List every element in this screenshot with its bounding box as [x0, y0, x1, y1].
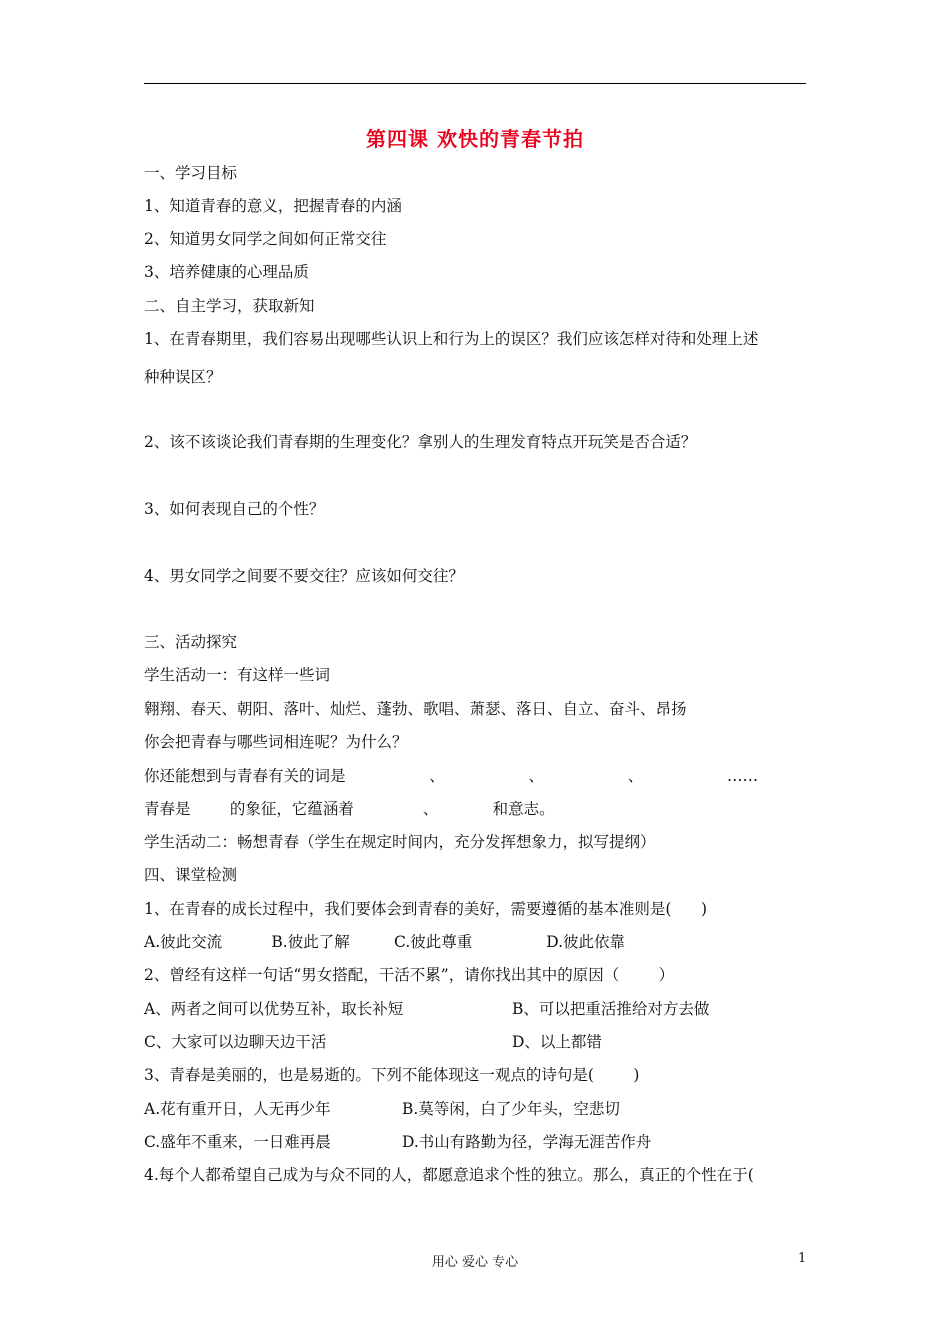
fill-blank-line: 青春是 的象征，它蕴涵着 、 和意志。 — [144, 800, 555, 818]
answer-options: A.彼此交流 B.彼此了解 C.彼此尊重 D.彼此依靠 — [144, 933, 625, 951]
question-text: 种种误区？ — [144, 368, 222, 386]
answer-option: A.花有重开日，人无再少年 — [144, 1100, 331, 1118]
question-text: 1、在青春的成长过程中，我们要体会到青春的美好，需要遵循的基本准则是( ) — [144, 900, 708, 918]
word-list: 翱翔、春天、朝阳、落叶、灿烂、蓬勃、歌唱、萧瑟、落日、自立、奋斗、昂扬 — [144, 700, 687, 718]
question-text: 1、在青春期里，我们容易出现哪些认识上和行为上的误区？我们应该怎样对待和处理上述 — [144, 330, 759, 348]
section-heading: 二、自主学习，获取新知 — [144, 297, 315, 315]
answer-option: D.书山有路勤为径，学海无涯苦作舟 — [402, 1133, 652, 1151]
answer-option: B、可以把重活推给对方去做 — [512, 1000, 710, 1018]
fill-blank-line: 你还能想到与青春有关的词是 、 、 、 …… — [144, 767, 759, 785]
goal-item: 3、培养健康的心理品质 — [144, 263, 309, 281]
footer-motto: 用心 爱心 专心 — [431, 1255, 519, 1270]
lesson-title: 第四课 欢快的青春节拍 — [366, 127, 584, 151]
activity-heading: 学生活动二：畅想青春（学生在规定时间内，充分发挥想象力，拟写提纲） — [144, 833, 656, 851]
question-text: 3、如何表现自己的个性？ — [144, 500, 325, 518]
question-text: 2、该不该谈论我们青春期的生理变化？拿别人的生理发育特点开玩笑是否合适？ — [144, 433, 697, 451]
answer-option: C.盛年不重来，一日难再晨 — [144, 1133, 331, 1151]
question-text: 4.每个人都希望自己成为与众不同的人，都愿意追求个性的独立。那么，真正的个性在于( — [144, 1166, 754, 1184]
question-text: 2、曾经有这样一句话“男女搭配，干活不累”，请你找出其中的原因（ ） — [144, 966, 675, 984]
section-heading: 一、学习目标 — [144, 164, 238, 182]
activity-heading: 学生活动一：有这样一些词 — [144, 666, 331, 684]
page-number: 1 — [798, 1251, 807, 1266]
answer-option: C、大家可以边聊天边干活 — [144, 1033, 327, 1051]
section-heading: 三、活动探究 — [144, 633, 238, 651]
question-text: 3、青春是美丽的，也是易逝的。下列不能体现这一观点的诗句是( ) — [144, 1066, 640, 1084]
section-heading: 四、课堂检测 — [144, 866, 238, 884]
goal-item: 1、知道青春的意义，把握青春的内涵 — [144, 197, 402, 215]
header-rule — [144, 83, 806, 84]
question-text: 你会把青春与哪些词相连呢？为什么？ — [144, 733, 408, 751]
answer-option: B.莫等闲，白了少年头，空悲切 — [402, 1100, 620, 1118]
goal-item: 2、知道男女同学之间如何正常交往 — [144, 230, 387, 248]
question-text: 4、男女同学之间要不要交往？应该如何交往？ — [144, 567, 464, 585]
answer-option: A、两者之间可以优势互补，取长补短 — [144, 1000, 404, 1018]
answer-option: D、以上都错 — [512, 1033, 602, 1051]
